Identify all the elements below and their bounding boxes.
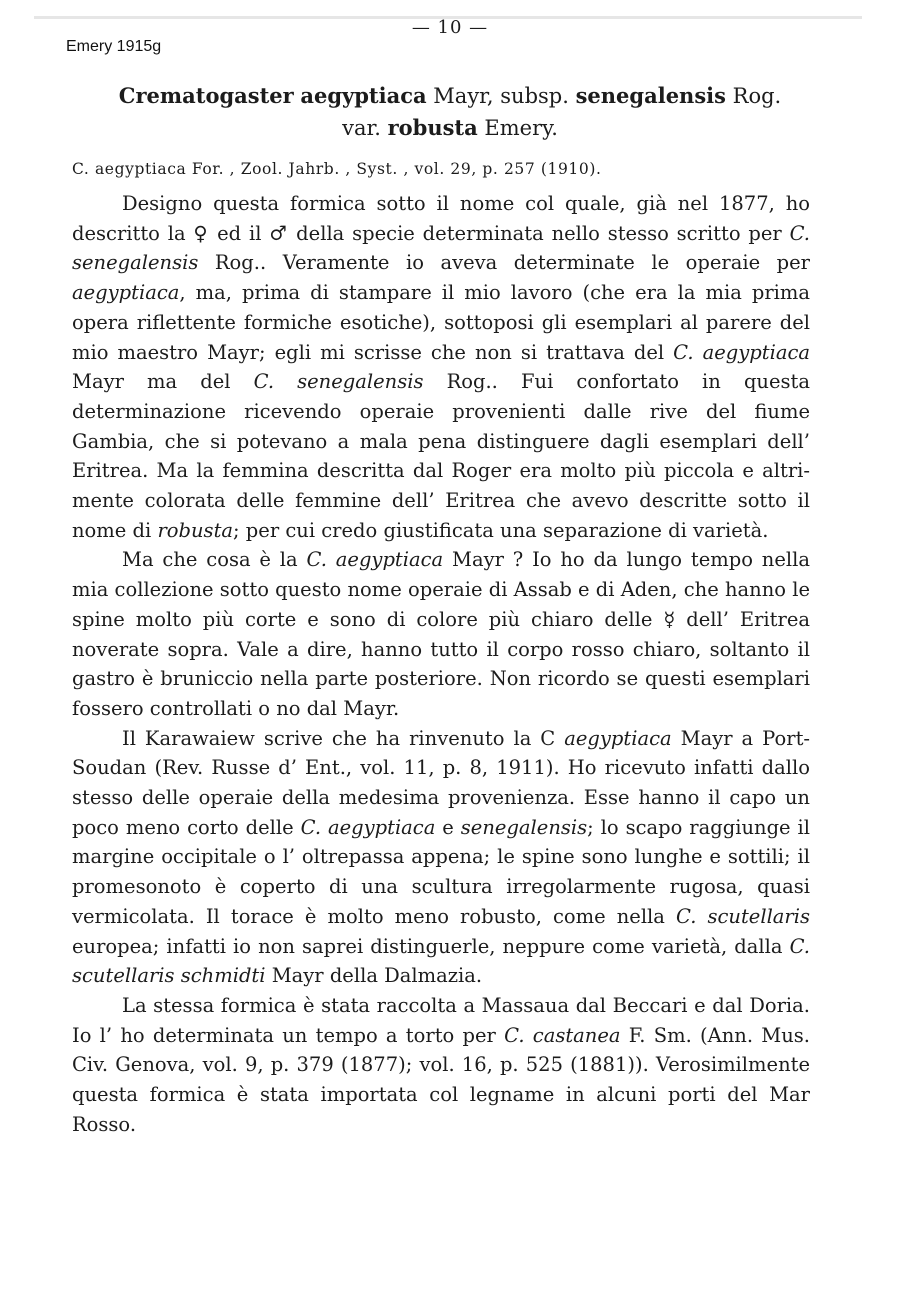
paragraph: Ma che cosa è la C. aegyptiaca Mayr ? Io ho da lungo tempo nella mia collezione sotto questo nome operaie di Assab e di Aden, che hanno le spine molto più corte e sono di colore più chiaro delle ☿ dell’ Eritrea noverate sopra. Vale a dire, hanno tutto il corpo rosso chiaro, soltanto il gastro è bruniccio nella parte posteriore. Non ricordo se questi esemplari fossero controllati o no dal Mayr.: [72, 548, 811, 720]
taxon-name: C. senegalensis: [253, 370, 424, 394]
taxon-name: C. aegyptiaca: [306, 548, 444, 572]
paragraph: La stessa formica è stata raccolta a Massaua dal Beccari e dal Doria. Io l’ ho determinata un tempo a torto per C. castanea F. Sm. (Ann. Mus. Civ. Genova, vol. 9, p. 379 (1877); vol. 16, p. 525 (1881)). Verosimilmente questa formica è stata importata col legname in alcuni porti del Mar Rosso.: [72, 993, 810, 1136]
taxon-name: C. scutellaris: [675, 904, 810, 928]
species-heading: [60, 80, 840, 144]
taxon-name: C. aegyptiaca: [300, 815, 436, 839]
paragraph: Designo questa formica sotto il nome col quale, già nel 1877, ho descritto la ♀ ed il ♂ della specie determinata nello stesso scritto per C. senegalensis Rog.. Veramente io aveva determinate le operaie per aegyptiaca, ma, prima di stampare il mio lavoro (che era la mia prima opera riflettente formiche esotiche), sottoposi gli esemplari al parere del mio maestro Mayr; egli mi scrisse che non si trattava del C. aegyptiaca Mayr ma del C. senegalensis Rog.. Fui confortato in questa determinazione ricevendo operaie provenienti dalle rive del fiume Gambia, che si potevano a mala pena distinguere dagli esemplari dell’ Eritrea. Ma la femmina descritta dal Roger era molto più piccola e altrimente colorata delle femmine dell’ Eritrea che avevo descritte sotto il nome di robusta; per cui credo giustificata una separazione di varietà.: [72, 192, 810, 542]
citation-line: C. aegyptiaca For. , Zool. Jahrb. , Syst. , vol. 29, p. 257 (1910).: [72, 160, 602, 178]
taxon-name: aegyptiaca: [72, 281, 180, 305]
taxon-name: C. senegalensis: [72, 221, 810, 275]
taxon-name: C. aegyptiaca: [673, 340, 810, 364]
taxon-name: C. castanea: [504, 1023, 621, 1047]
paragraph: Il Karawaiew scrive che ha rinvenuto la C aegyptiaca Mayr a Port-Soudan (Rev. Russe d’ Ent., vol. 11, p. 8, 1911). Ho ricevuto infatti dallo stesso delle operaie della medesima provenienza. Esse hanno il capo un poco meno corto delle C. aegyptiaca e senegalensis; lo scapo raggiunge il margine occipitale o l’ oltrepassa appena; le spine sono lunghe e sottili; il promesonoto è coperto di una scultura irregolarmente rugosa, quasi vermicolata. Il torace è molto meno robusto, come nella C. scutellaris europea; infatti io non saprei distinguerle, neppure come varietà, dalla C. scutellaris schmidti Mayr della Dalmazia.: [72, 726, 811, 988]
heading-line-1: Crematogaster aegyptiaca Mayr, subsp. senegalensis Rog.: [118, 83, 782, 108]
taxon-name: C. scutellaris schmidti: [72, 934, 810, 988]
heading-line-2: var. robusta Emery.: [342, 115, 558, 140]
article-body: [72, 189, 810, 1140]
page-number: — 10 —: [411, 17, 489, 38]
document-label: Emery 1915g: [66, 38, 162, 55]
taxon-name: aegyptiaca: [564, 726, 672, 750]
taxon-name: senegalensis: [460, 815, 588, 839]
taxon-name: robusta: [157, 518, 234, 542]
